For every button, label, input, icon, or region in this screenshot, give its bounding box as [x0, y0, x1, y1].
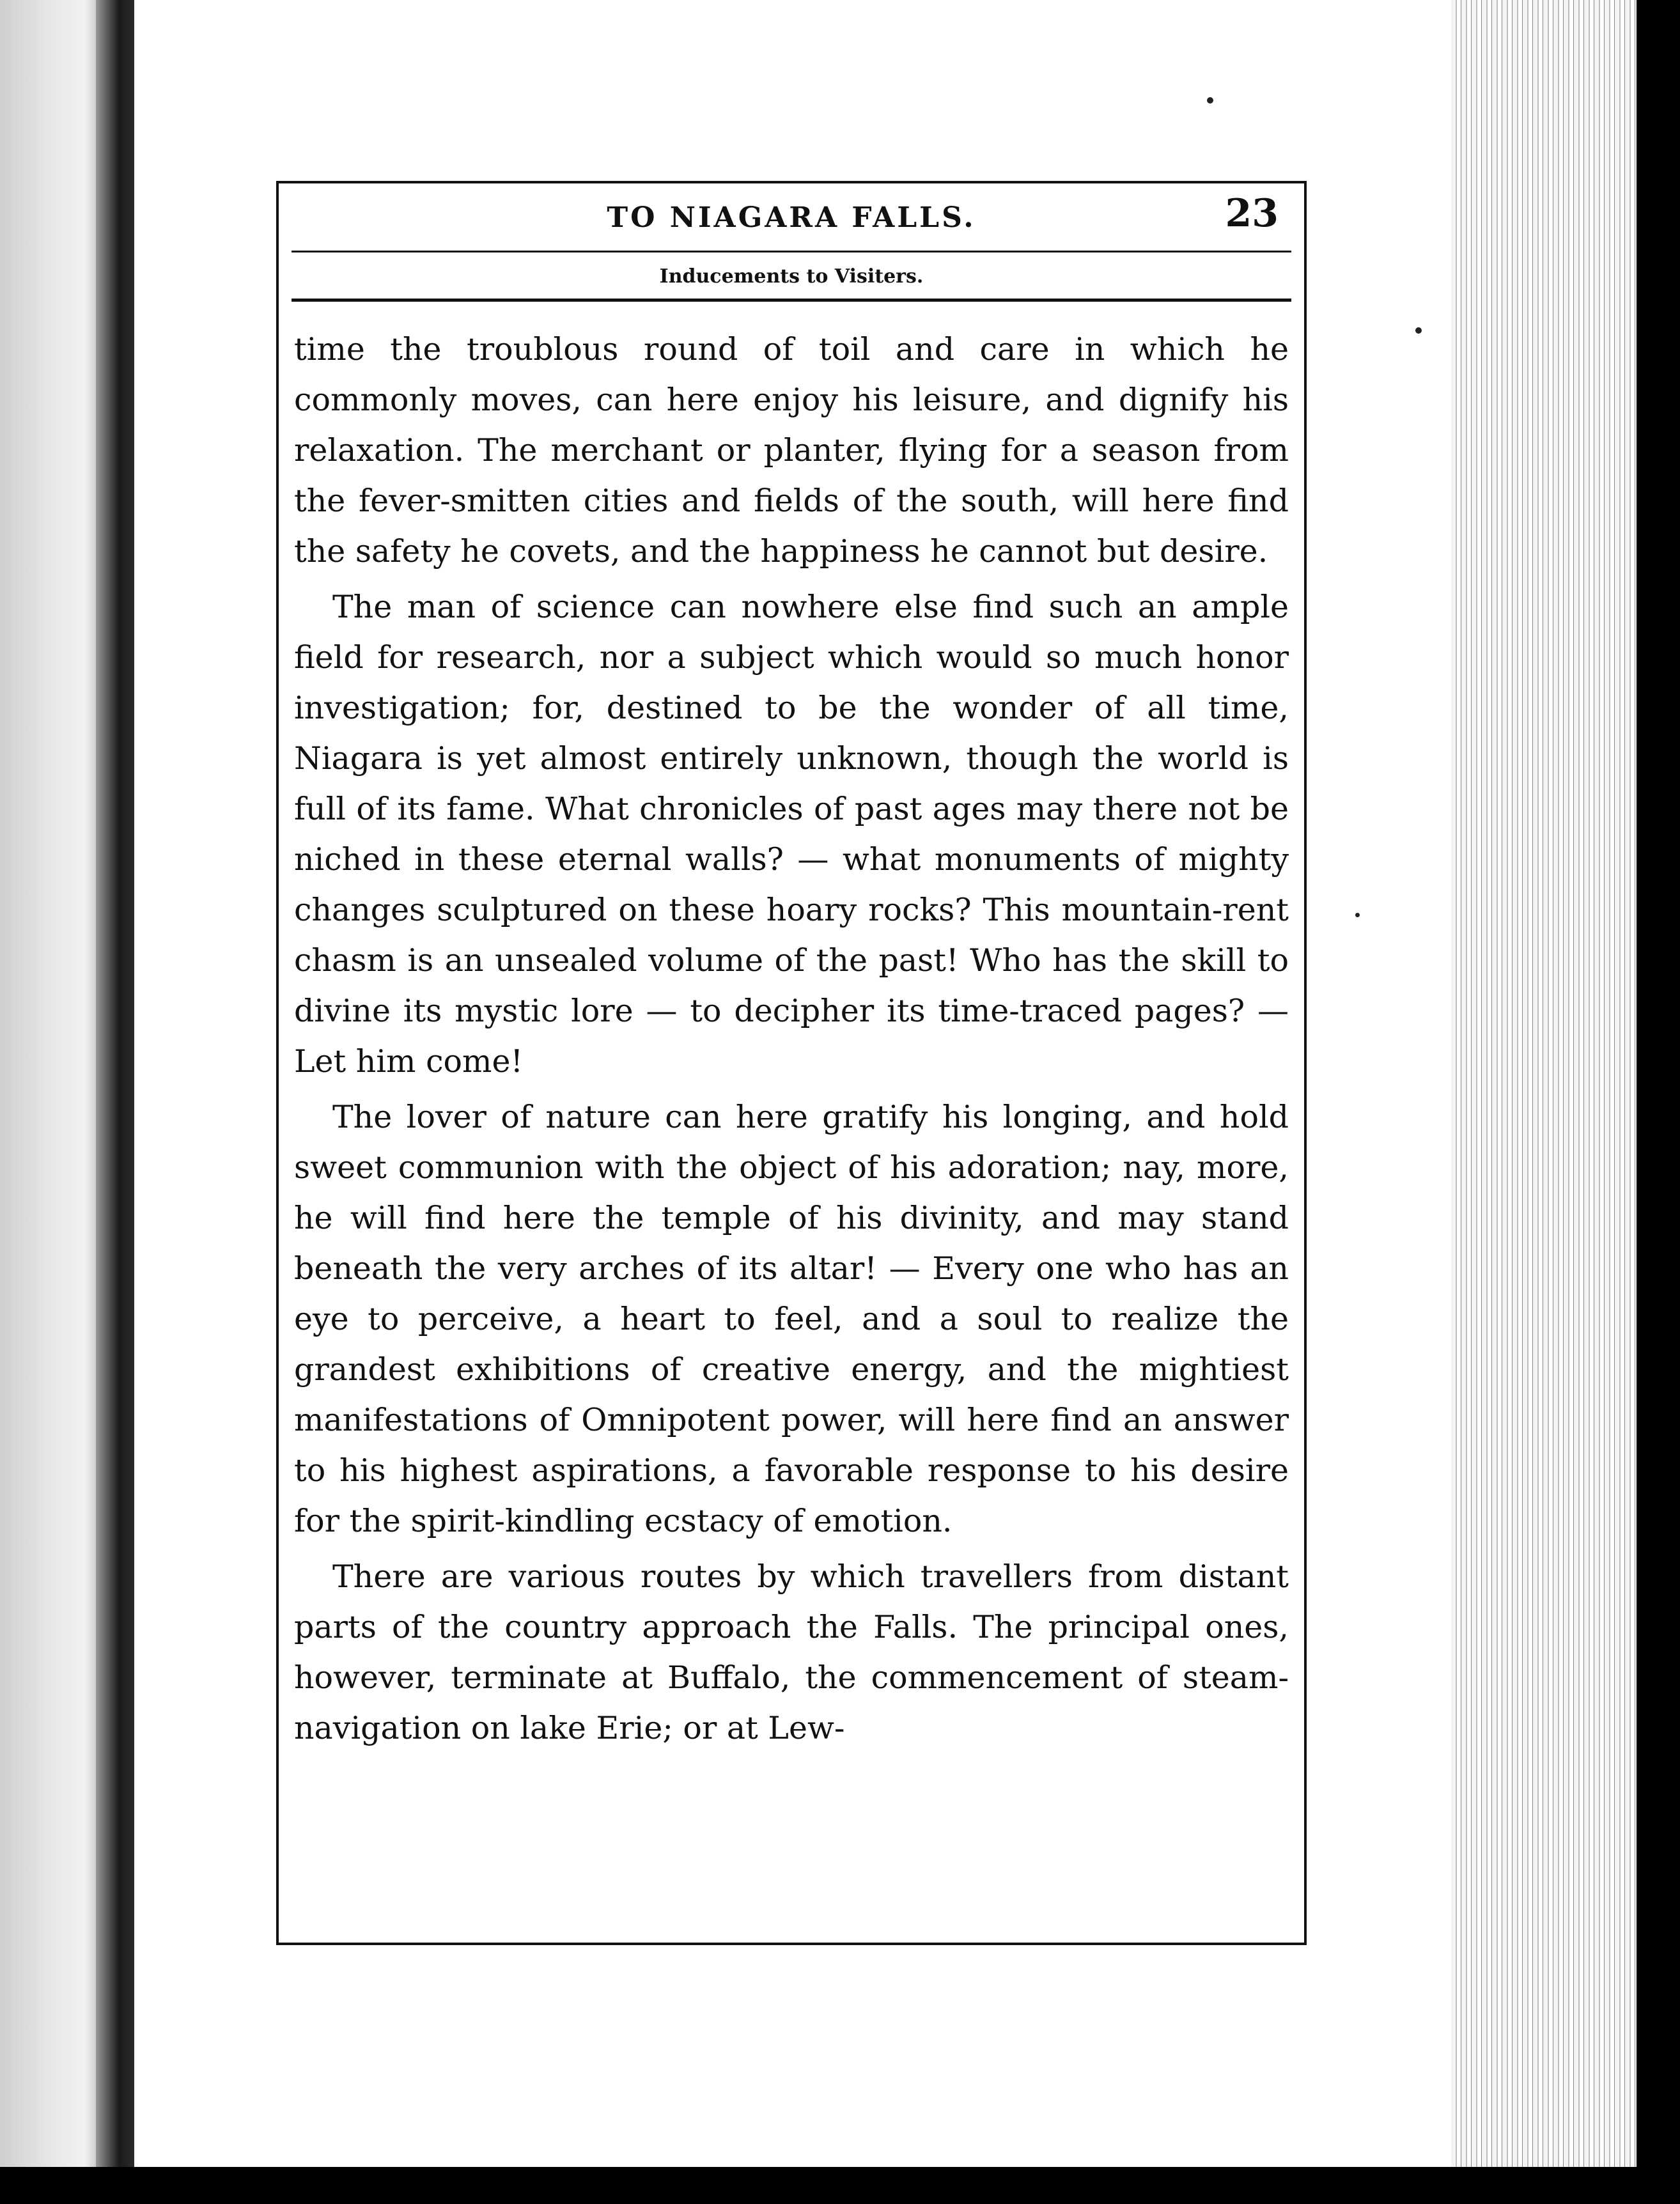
paragraph: time the troublous round of toil and care in which he commonly moves, can here enjoy his leisure, and dignify his relaxation. The merchant or planter, flying for a season from the fever-smitten cities and fields of the south, will here find the safety he covets, and the happiness he cannot but desire. [294, 331, 1289, 570]
subheading-rule [292, 299, 1291, 302]
running-head: TO NIAGARA FALLS. [607, 201, 976, 234]
bottom-shadow [0, 2167, 1680, 2204]
header-rule [292, 251, 1291, 252]
text-frame [276, 181, 1307, 1945]
paragraph: The lover of nature can here gratify his longing, and hold sweet communion with the object of his adoration; nay, more, he will find here the temple of his divinity, and may stand beneath the very arches of its altar! — Every one who has an eye to perceive, a heart to feel, and a soul to realize the grandest exhibitions of creative energy, and the mightiest manifestations of Omnipotent power, will here find an answer to his highest aspirations, a favorable response to his desire for the spirit-kindling ecstacy of emotion. [294, 1099, 1289, 1539]
page-number: 23 [1225, 191, 1279, 236]
book-gutter [96, 0, 134, 2204]
body-text [294, 324, 1289, 1753]
section-subheading: Inducements to Visiters. [659, 265, 924, 288]
paragraph: There are various routes by which travellers from distant parts of the country approach the Falls. The principal ones, however, terminate at Buffalo, the commencement of steam-navigation on lake Erie; or at Lew- [294, 1558, 1289, 1746]
page-header [279, 183, 1304, 288]
ink-speck [1207, 97, 1213, 104]
ink-speck [1355, 913, 1360, 917]
paragraph: The man of science can nowhere else find such an ample field for research, nor a subject which would so much honor investigation; for, destined to be the wonder of all time, Niagara is yet almost entirely unknown, though the world is full of its fame. What chronicles of past ages may there not be niched in these eternal walls? — what monuments of mighty changes sculptured on these hoary rocks? This mountain-rent chasm is an unsealed volume of the past! Who has the skill to divine its mystic lore — to decipher its time-traced pages? — Let him come! [294, 589, 1289, 1080]
page-stack-edge [1451, 0, 1643, 2204]
ink-speck [1415, 327, 1422, 334]
right-shadow [1637, 0, 1680, 2204]
